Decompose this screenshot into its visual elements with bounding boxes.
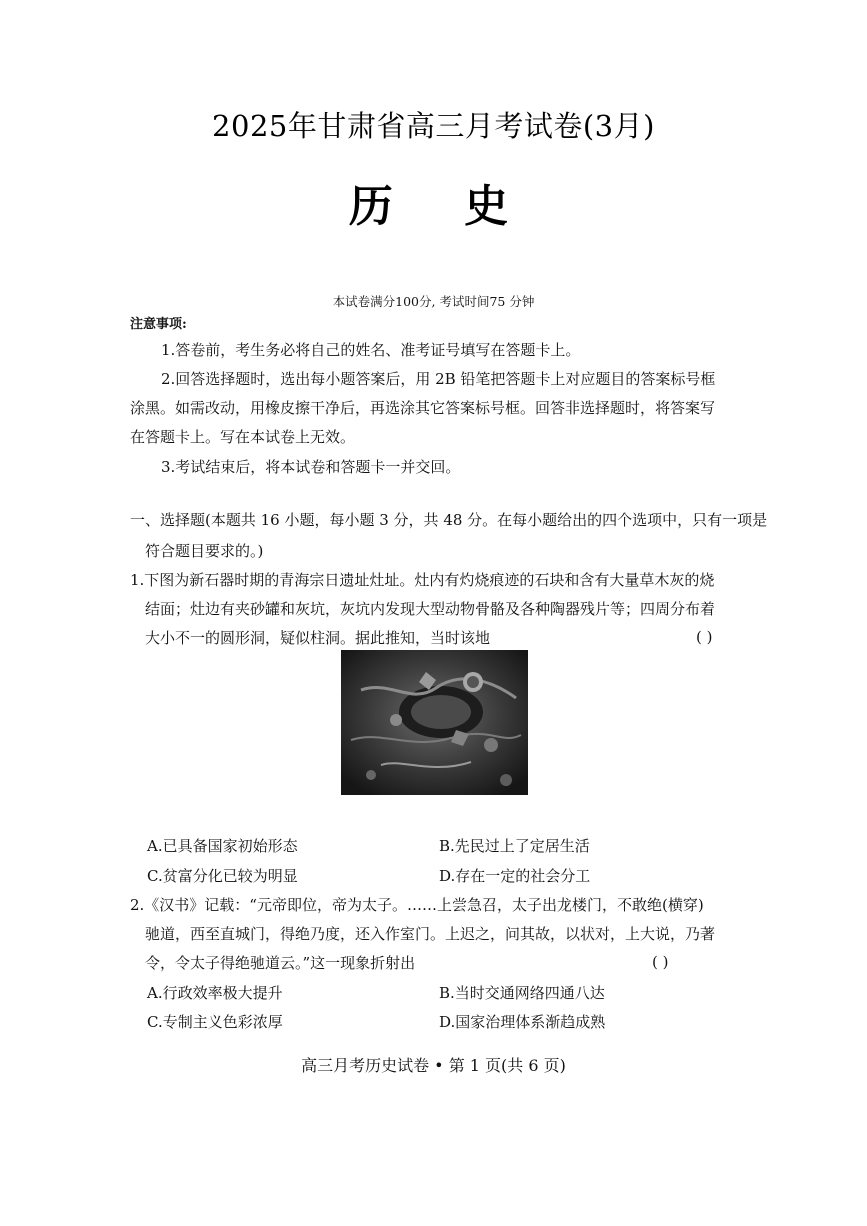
q2-option-b: B.当时交通网络四通八达 (439, 984, 605, 1002)
q2-stem-line-3: 令，令太子得绝驰道云。”这一现象折射出 (145, 954, 416, 972)
site-photo (341, 650, 528, 795)
q1-stem-line-3: 大小不一的圆形洞，疑似柱洞。据此推知，当时该地 (145, 629, 491, 647)
exam-title: 2025年甘肃省高三月考试卷(3月) (212, 109, 655, 143)
q2-option-d: D.国家治理体系渐趋成熟 (439, 1013, 606, 1031)
q1-option-b: B.先民过上了定居生活 (439, 837, 590, 855)
notice-item-2-line-2: 涂黑。如需改动，用橡皮擦干净后，再选涂其它答案标号框。回答非选择题时，将答案写 (130, 399, 716, 417)
q1-stem-line-1: 1.下图为新石器时期的青海宗日遗址灶址。灶内有灼烧痕迹的石块和含有大量草木灰的烧 (130, 571, 715, 589)
notice-item-2-line-3: 在答题卡上。写在本试卷上无效。 (130, 428, 356, 446)
q2-stem-line-2: 驰道，西至直城门，得绝乃度，还入作室门。上迟之，问其故，以状对，上大说，乃著 (145, 925, 716, 943)
q1-option-a: A.已具备国家初始形态 (147, 837, 298, 855)
q1-answer-paren: ( ) (696, 628, 713, 646)
q2-option-c: C.专制主义色彩浓厚 (147, 1013, 283, 1031)
section-1-heading-cont: 符合题目要求的。) (145, 542, 264, 560)
notice-heading: 注意事项: (130, 317, 187, 332)
q2-answer-paren: ( ) (652, 953, 669, 971)
subject-heading: 历 史 (348, 181, 537, 232)
q1-stem-line-2: 结面；灶边有夹砂罐和灰坑，灰坑内发现大型动物骨骼及各种陶器残片等；四周分布着 (145, 600, 716, 618)
q2-option-a: A.行政效率极大提升 (147, 984, 283, 1002)
hearth-photo-image (341, 650, 528, 795)
page-footer: 高三月考历史试卷 • 第 1 页(共 6 页) (301, 1056, 566, 1075)
exam-meta: 本试卷满分100分, 考试时间75 分钟 (332, 294, 535, 309)
notice-item-2-line-1: 2.回答选择题时，选出每小题答案后，用 2B 铅笔把答题卡上对应题目的答案标号框 (161, 370, 716, 388)
q1-option-d: D.存在一定的社会分工 (439, 867, 591, 885)
section-1-heading: 一、选择题(本题共 16 小题，每小题 3 分，共 48 分。在每小题给出的四个选项中，只有一项是 (130, 511, 768, 529)
q2-stem-line-1: 2.《汉书》记载：“元帝即位，帝为太子。……上尝急召，太子出龙楼门，不敢绝(横穿) (130, 896, 704, 914)
q1-option-c: C.贫富分化已较为明显 (147, 867, 298, 885)
notice-item-1: 1.答卷前，考生务必将自己的姓名、准考证号填写在答题卡上。 (161, 341, 581, 359)
notice-item-3: 3.考试结束后，将本试卷和答题卡一并交回。 (161, 458, 461, 476)
